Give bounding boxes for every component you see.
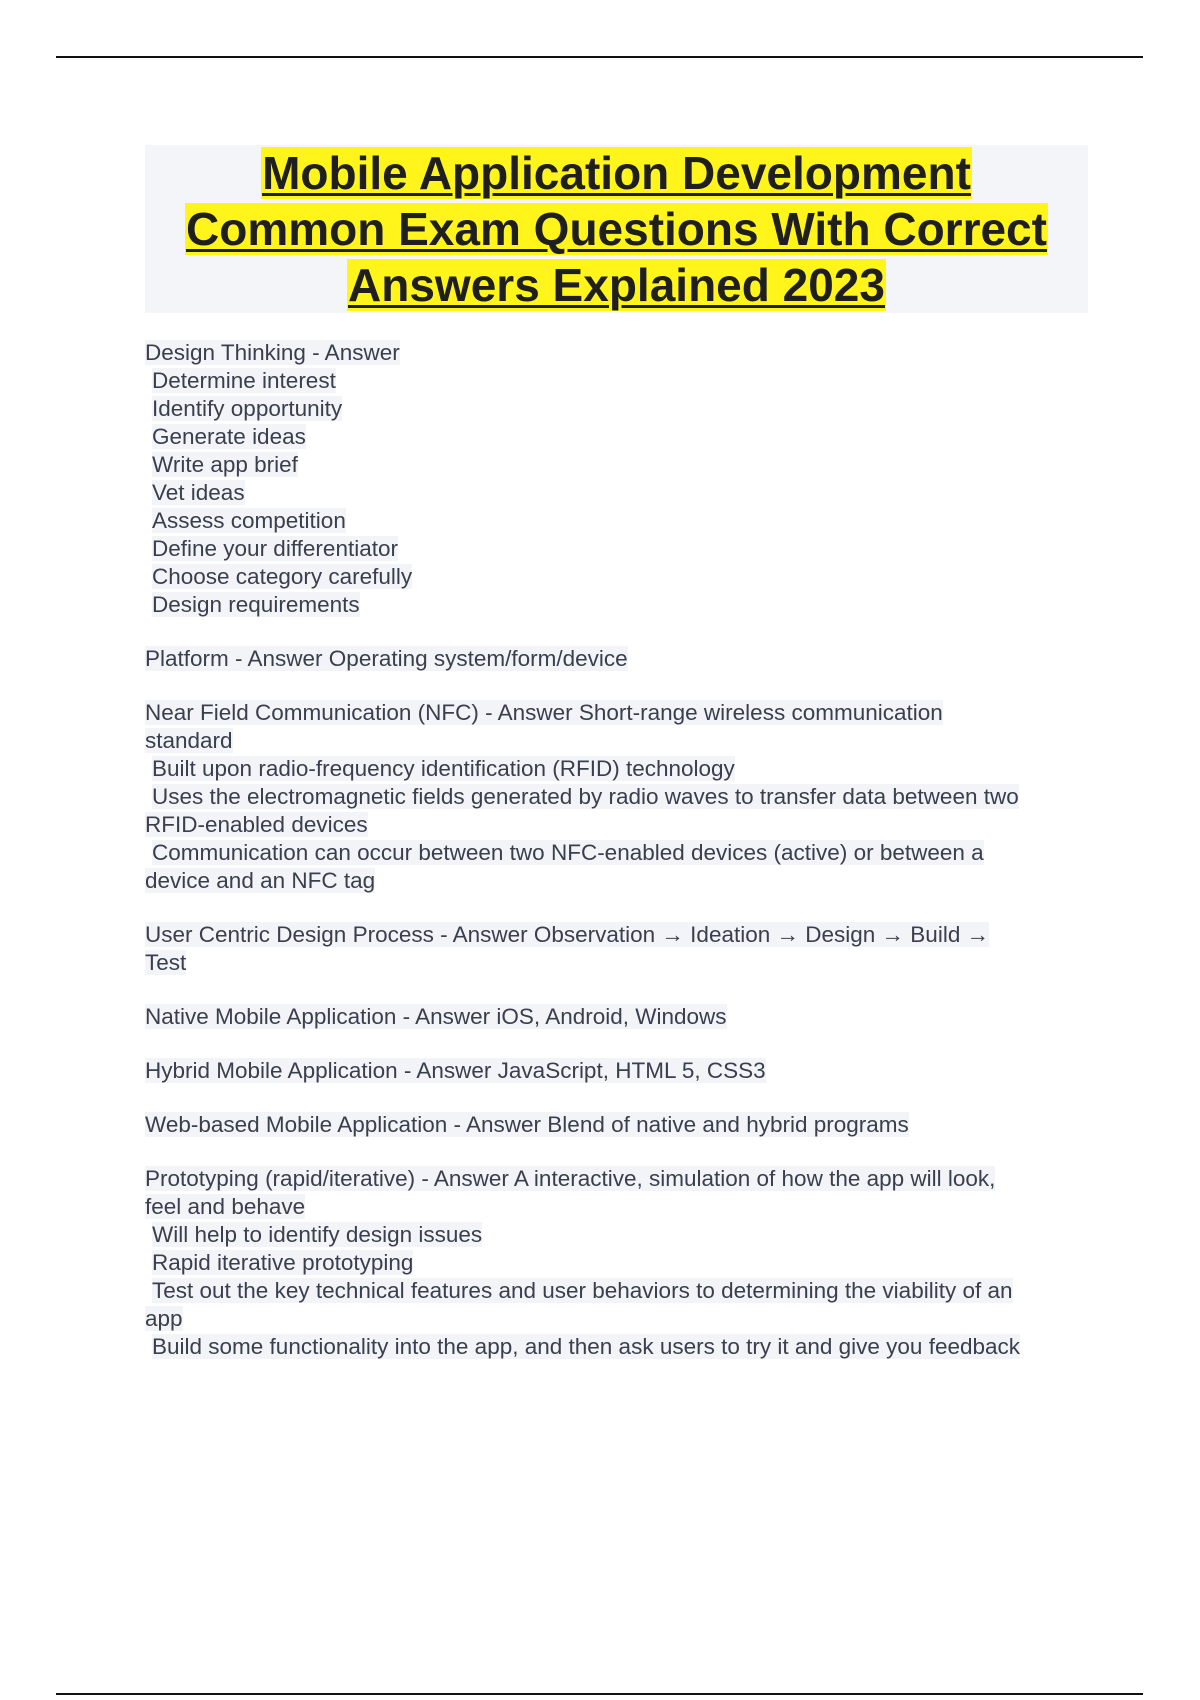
qa-answer-line: Build some functionality into the app, and then ask users to try it and give you feedback [152,1334,1021,1359]
qa-answer-line: app [145,1306,183,1331]
qa-content [145,339,1095,1387]
qa-answer-line: Define your differentiator [152,536,398,561]
qa-answer-line: Choose category carefully [152,564,413,589]
qa-answer-line: Communication can occur between two NFC-enabled devices (active) or between a [152,840,984,865]
qa-answer-line: device and an NFC tag [145,868,376,893]
qa-answer-line: Generate ideas [152,424,306,449]
qa-entry [145,1057,1095,1085]
qa-question-line: Prototyping (rapid/iterative) - Answer A interactive, simulation of how the app will look, [145,1166,996,1191]
qa-answer-line: RFID-enabled devices [145,812,368,837]
title-line: Answers Explained 2023 [348,259,885,311]
qa-answer-line: Uses the electromagnetic fields generated by radio waves to transfer data between two [152,784,1019,809]
qa-entry [145,645,1095,673]
qa-answer-line: feel and behave [145,1194,306,1219]
qa-answer-line: Identify opportunity [152,396,343,421]
qa-question-line: Web-based Mobile Application - Answer Blend of native and hybrid programs [145,1112,909,1137]
qa-answer-line: Write app brief [152,452,298,477]
title-line: Common Exam Questions With Correct [186,203,1047,255]
qa-answer-line: Built upon radio-frequency identification (RFID) technology [152,756,735,781]
qa-entry [145,1111,1095,1139]
qa-answer-line: Assess competition [152,508,346,533]
qa-question-line: User Centric Design Process - Answer Observation → Ideation → Design → Build → [145,922,990,947]
document-title [145,145,1088,313]
qa-answer-line: Determine interest [152,368,336,393]
qa-question-line: Near Field Communication (NFC) - Answer Short-range wireless communication [145,700,943,725]
bottom-rule [56,1693,1143,1695]
top-rule [56,56,1143,58]
qa-answer-line: Test out the key technical features and user behaviors to determining the viability of an [152,1278,1013,1303]
qa-answer-line: Will help to identify design issues [152,1222,483,1247]
qa-entry [145,699,1095,895]
qa-question-line: Platform - Answer Operating system/form/device [145,646,628,671]
qa-entry [145,921,1095,977]
qa-question-line: Hybrid Mobile Application - Answer JavaScript, HTML 5, CSS3 [145,1058,766,1083]
qa-answer-line: Rapid iterative prototyping [152,1250,414,1275]
qa-answer-line: Design requirements [152,592,360,617]
qa-entry [145,1003,1095,1031]
qa-question-line: Native Mobile Application - Answer iOS, Android, Windows [145,1004,727,1029]
qa-entry [145,1165,1095,1361]
qa-answer-line: Vet ideas [152,480,245,505]
title-line: Mobile Application Development [262,147,971,199]
qa-question-line: Design Thinking - Answer [145,340,400,365]
qa-answer-line: standard [145,728,233,753]
qa-answer-line: Test [145,950,187,975]
qa-entry [145,339,1095,619]
